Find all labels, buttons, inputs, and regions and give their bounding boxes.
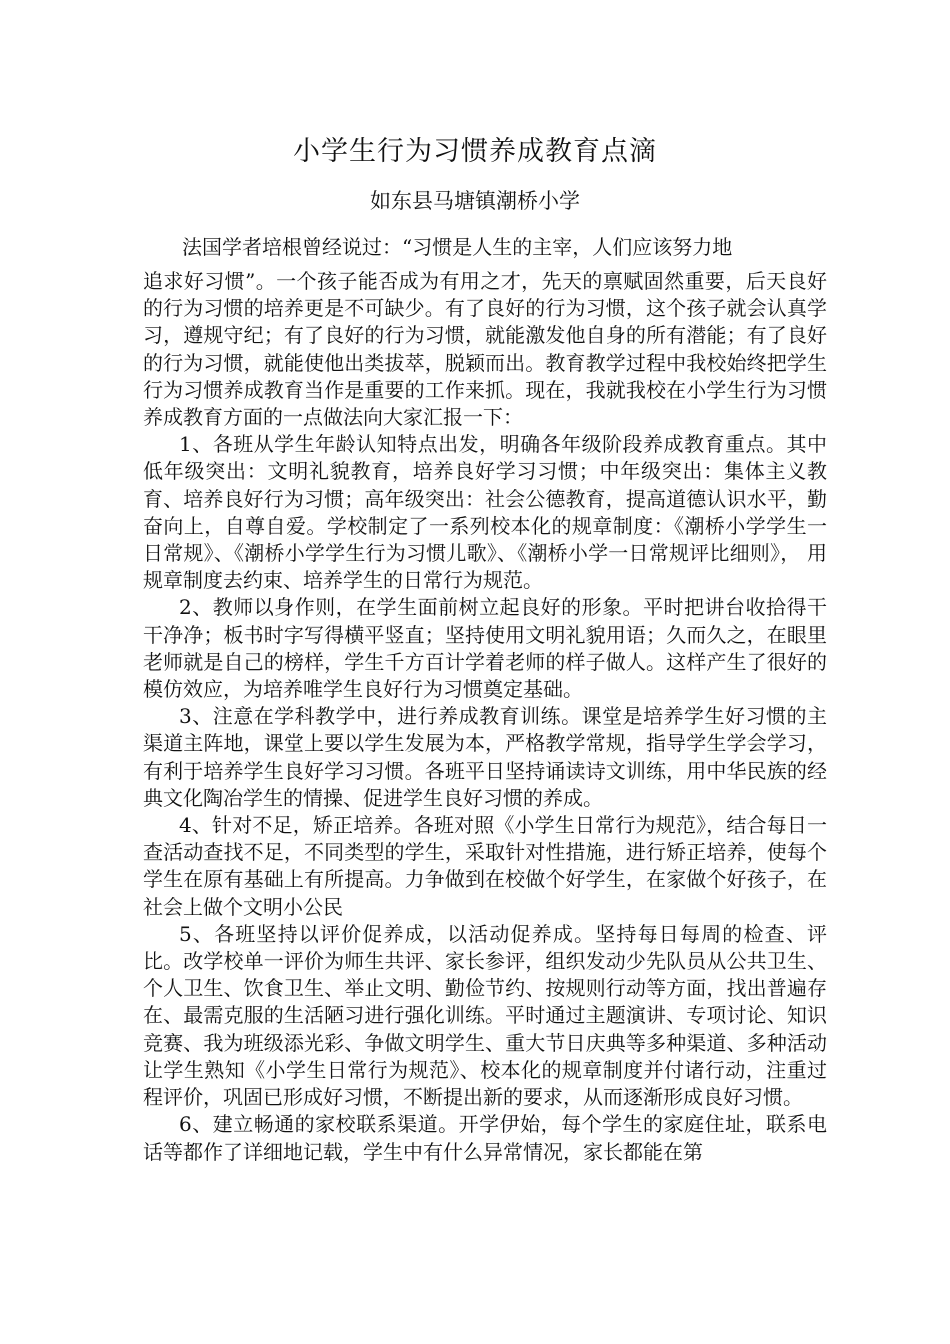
paragraph-item-3: 3、注意在学科教学中，进行养成教育训练。课堂是培养学生好习惯的主渠道主阵地，课堂上要以学生发展为本，严格教学常规，指导学生学会学习，有利于培养学生良好学习习惯。各班平日坚持诵读诗文训练，用中华民族的经典文化陶冶学生的情操、促进学生良好习惯的养成。 — [143, 704, 827, 810]
document-title: 小学生行为习惯养成教育点滴 — [293, 136, 657, 167]
paragraph-item-4: 4、针对不足，矫正培养。各班对照《小学生日常行为规范》，结合每日一查活动查找不足，不同类型的学生，采取针对性措施，进行矫正培养，使每个学生在原有基础上有所提高。力争做到在校做个好学生，在家做个好孩子，在社会上做个文明小公民 — [143, 813, 827, 919]
paragraph-item-6: 6、建立畅通的家校联系渠道。开学伊始，每个学生的家庭住址，联系电话等都作了详细地记载，学生中有什么异常情况，家长都能在第 — [143, 1112, 827, 1164]
paragraph-item-2: 2、教师以身作则，在学生面前树立起良好的形象。平时把讲台收拾得干干净净；板书时字写得横平竖直；坚持使用文明礼貌用语；久而久之，在眼里老师就是自己的榜样，学生千方百计学着老师的样子做人。这样产生了很好的模仿效应，为培养唯学生良好行为习惯奠定基础。 — [143, 595, 827, 702]
document-body — [143, 268, 827, 1166]
lead-line: 法国学者培根曾经说过：“习惯是人生的主宰，人们应该努力地 — [182, 235, 733, 259]
paragraph-item-1: 1、各班从学生年龄认知特点出发，明确各年级阶段养成教育重点。其中低年级突出：文明礼貌教育，培养良好学习习惯；中年级突出：集体主义教育、培养良好行为习惯；高年级突出：社会公德教育，提高道德认识水平，勤奋向上，自尊自爱。学校制定了一系列校本化的规章制度：《潮桥小学学生一日常规》、《潮桥小学学生行为习惯儿歌》、《潮桥小学一日常规评比细则》， 用规章制度去约束、培养学生的日常行为规范。 — [143, 432, 827, 593]
paragraph-item-5: 5、各班坚持以评价促养成，以活动促养成。坚持每日每周的检查、评比。改学校单一评价为师生共评、家长参评，组织发动少先队员从公共卫生、个人卫生、饮食卫生、举止文明、勤俭节约、按规则行动等方面，找出普遍存在、最需克服的生活陋习进行强化训练。平时通过主题演讲、专项讨论、知识竞赛、我为班级添光彩、争做文明学生、重大节日庆典等多种渠道、多种活动让学生熟知《小学生日常行为规范》、校本化的规章制度并付诸行动，注重过程评价，巩固已形成好习惯，不断提出新的要求，从而逐渐形成良好习惯。 — [143, 921, 827, 1110]
paragraph-intro: 追求好习惯”。一个孩子能否成为有用之才，先天的禀赋固然重要，后天良好的行为习惯的培养更是不可缺少。有了良好的行为习惯，这个孩子就会认真学习，遵规守纪；有了良好的行为习惯，就能激发他自身的所有潜能；有了良好的行为习惯，就能使他出类拔萃，脱颖而出。教育教学过程中我校始终把学生行为习惯养成教育当作是重要的工作来抓。现在，我就我校在小学生行为习惯养成教育方面的一点做法向大家汇报一下： — [143, 269, 827, 430]
document-author: 如东县马塘镇潮桥小学 — [370, 189, 580, 213]
